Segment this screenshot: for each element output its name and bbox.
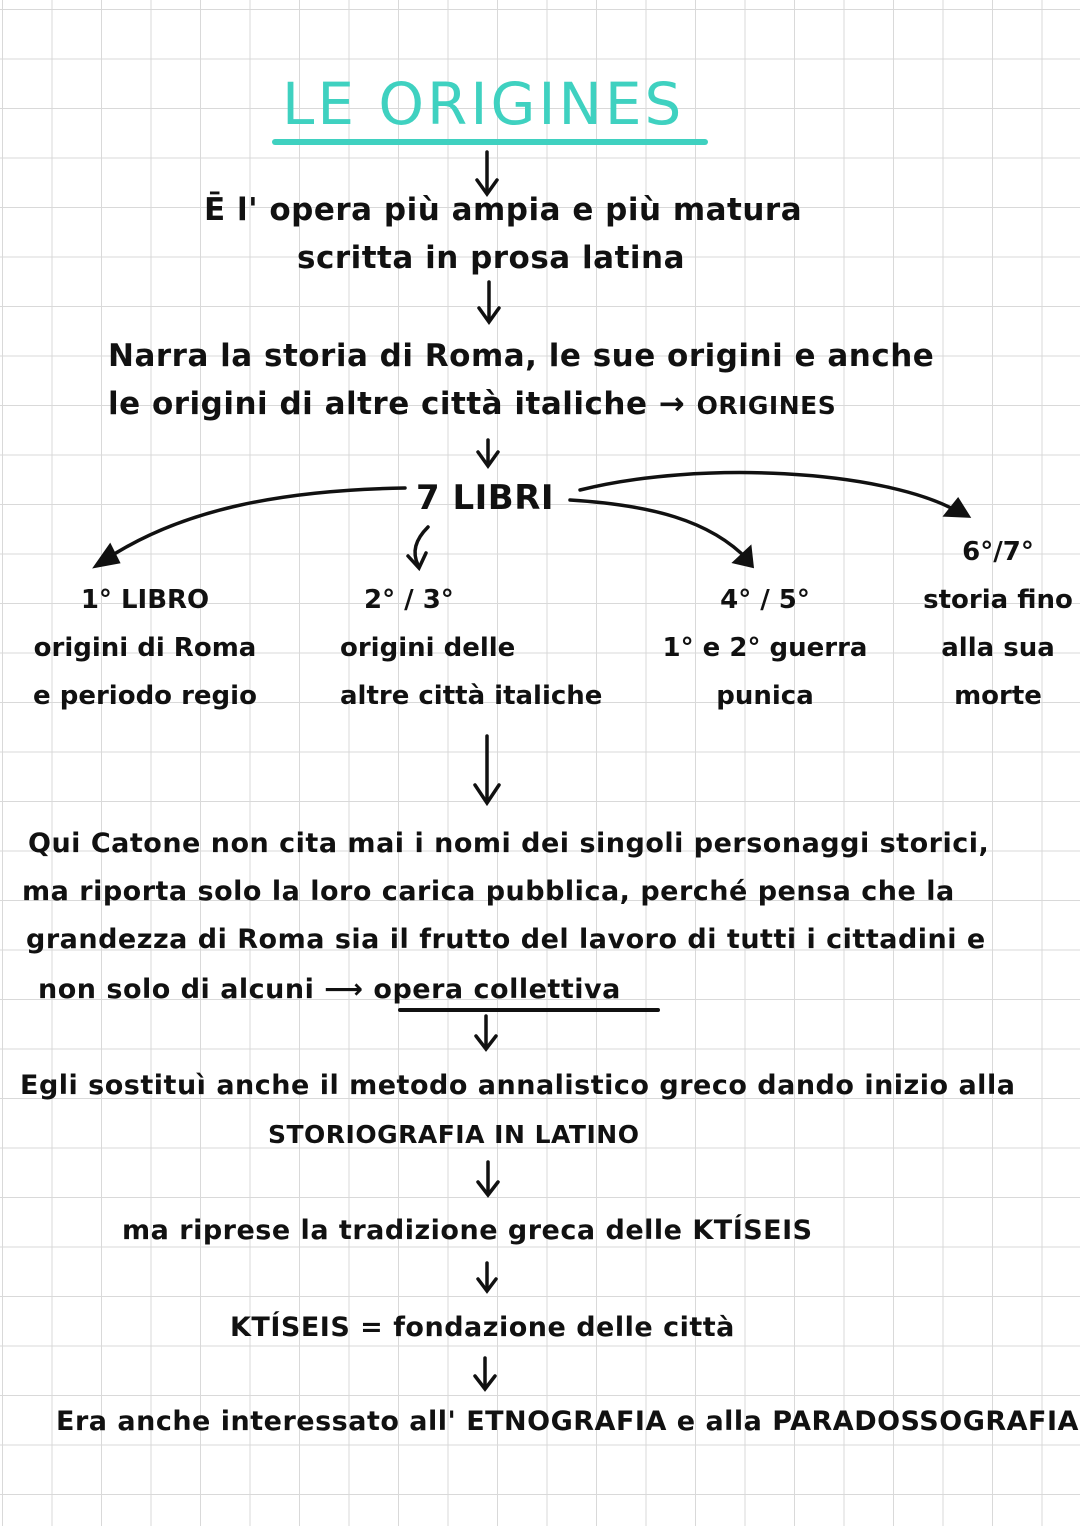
intro-line-1: Ē l' opera più ampia e più matura bbox=[204, 192, 803, 228]
story-line-1: Narra la storia di Roma, le sue origini e anche bbox=[108, 338, 935, 374]
curve-arrow-book3 bbox=[570, 500, 748, 560]
paragraph-line-4 bbox=[38, 974, 621, 1005]
method-line-2: STORIOGRAFIA IN LATINO bbox=[268, 1120, 640, 1149]
books-heading: 7 LIBRI bbox=[416, 478, 555, 518]
book-4-line-1: storia fino bbox=[923, 585, 1073, 615]
final-line: Era anche interessato all' ETNOGRAFIA e alla PARADOSSOGRAFIA bbox=[56, 1406, 1079, 1437]
origines-label: ORIGINES bbox=[696, 391, 837, 420]
book-4-line-2: alla sua bbox=[941, 633, 1055, 663]
book-3-line-2: punica bbox=[716, 681, 814, 711]
book-1-line-1: origini di Roma bbox=[33, 633, 257, 663]
book-1-title: 1° LIBRO bbox=[80, 585, 210, 615]
story-line-2-text: le origini di altre città italiche bbox=[108, 386, 648, 422]
curve-arrow-book1 bbox=[105, 488, 405, 560]
book-4-line-3: morte bbox=[954, 681, 1042, 711]
page-title: LE ORIGINES bbox=[282, 70, 685, 138]
right-arrow-icon: → bbox=[658, 386, 686, 422]
title-underline bbox=[272, 139, 708, 145]
paragraph-line-3: grandezza di Roma sia il frutto del lavoro di tutti i cittadini e bbox=[26, 924, 986, 955]
tradition-line: ma riprese la tradizione greca delle KTÍSEIS bbox=[122, 1215, 813, 1246]
book-2-title: 2° / 3° bbox=[364, 585, 454, 615]
ktiseis-definition: KTÍSEIS = fondazione delle città bbox=[230, 1312, 735, 1343]
book-2-line-2: altre città italiche bbox=[340, 681, 603, 711]
book-1-line-2: e periodo regio bbox=[33, 681, 257, 711]
paragraph-line-4-text: non solo di alcuni bbox=[38, 974, 315, 1005]
opera-collettiva-underline bbox=[398, 1008, 660, 1012]
book-3 bbox=[650, 576, 880, 720]
paragraph-line-1: Qui Catone non cita mai i nomi dei singoli personaggi storici, bbox=[28, 828, 990, 859]
opera-collettiva-label: opera collettiva bbox=[373, 974, 621, 1005]
book-4-title: 6°/7° bbox=[962, 537, 1034, 567]
book-3-line-1: 1° e 2° guerra bbox=[662, 633, 868, 663]
method-line-1: Egli sostituì anche il metodo annalistico greco dando inizio alla bbox=[20, 1070, 1016, 1101]
intro-line-2: scritta in prosa latina bbox=[297, 240, 685, 276]
book-2 bbox=[340, 576, 630, 720]
book-1 bbox=[10, 576, 280, 720]
paragraph-line-2: ma riporta solo la loro carica pubblica, perché pensa che la bbox=[22, 876, 955, 907]
book-3-title: 4° / 5° bbox=[720, 585, 810, 615]
book-2-line-1: origini delle bbox=[340, 633, 516, 663]
book-4 bbox=[918, 528, 1078, 720]
story-line-2 bbox=[108, 386, 836, 422]
curve-arrow-book4 bbox=[580, 473, 955, 510]
long-right-arrow-icon: ⟶ bbox=[324, 974, 364, 1005]
